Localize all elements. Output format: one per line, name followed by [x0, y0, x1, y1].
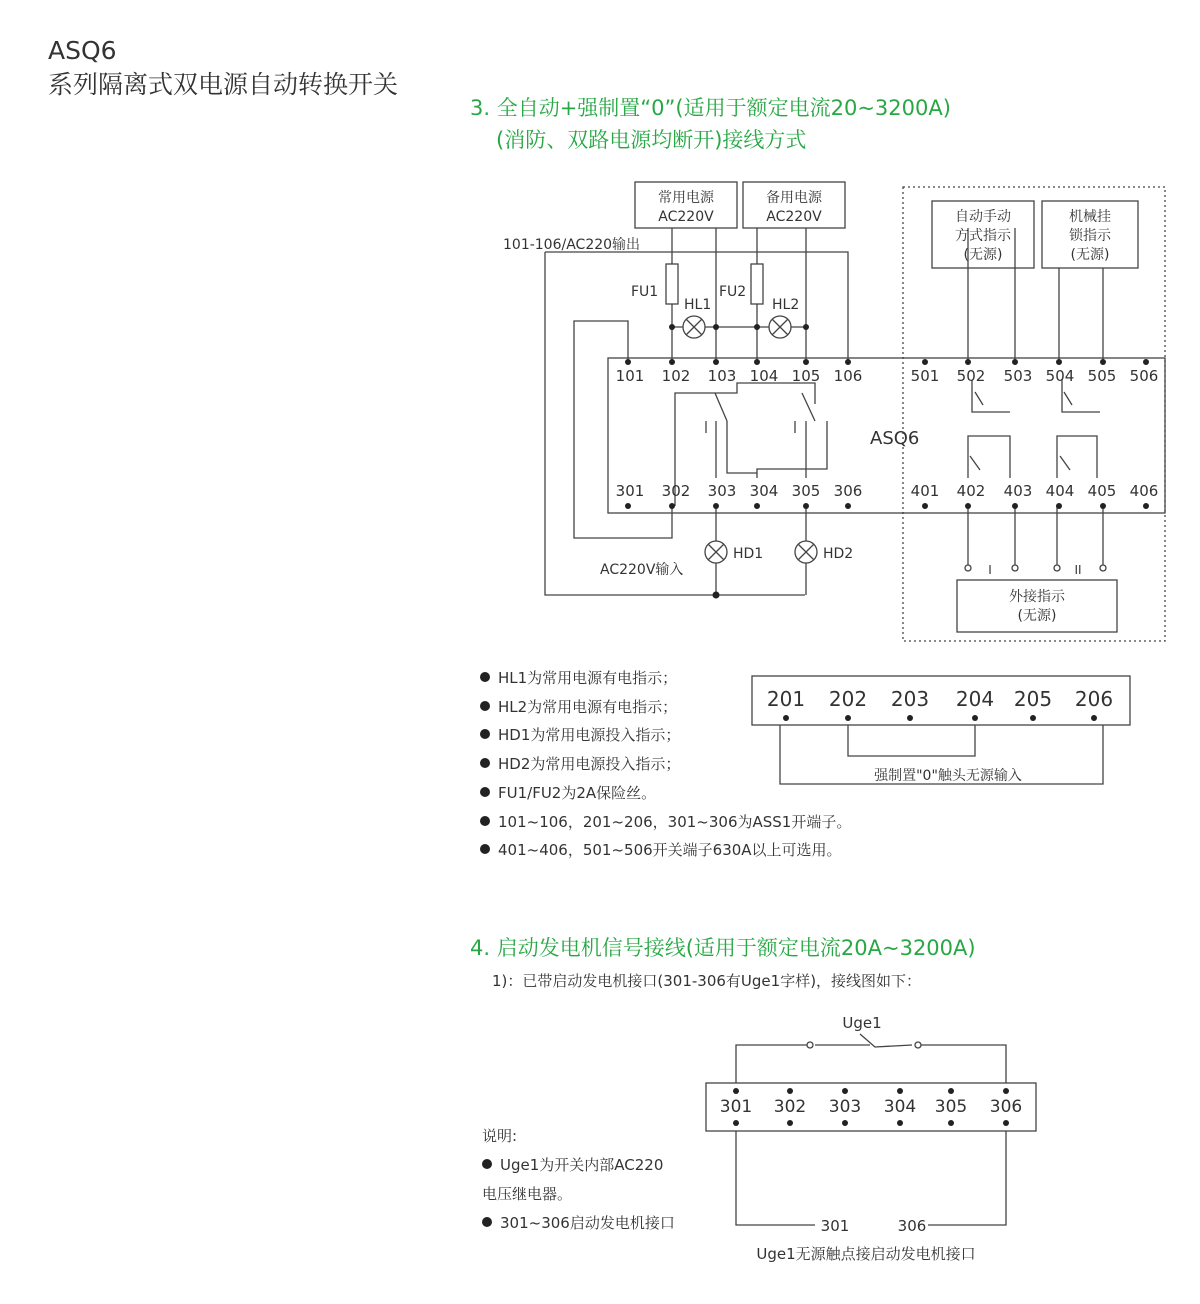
terminal-403: 403	[1003, 482, 1033, 500]
terminal-106: 106	[833, 367, 863, 385]
relay-wire-top	[736, 1045, 1006, 1083]
fu2-fuse	[751, 264, 763, 304]
note-item: 401~406，501~506开关端子630A以上可选用。	[480, 836, 851, 865]
normal-power-label-2: AC220V	[658, 209, 714, 225]
gen-output-301: 301	[820, 1217, 850, 1235]
bullet-icon	[480, 787, 490, 797]
terminal-302: 302	[661, 482, 691, 500]
force-terminal-204: 204	[955, 687, 995, 711]
terminal-402: 402	[956, 482, 986, 500]
explain-item: Uge1为开关内部AC220	[482, 1151, 675, 1180]
section-4-heading: 4. 启动发电机信号接线(适用于额定电流20A~3200A)	[470, 936, 976, 960]
gen-terminal-301: 301	[719, 1097, 753, 1117]
section-4-subtitle: 1)：已带启动发电机接口(301-306有Uge1字样)，接线图如下：	[492, 972, 922, 990]
force-terminal-201: 201	[766, 687, 806, 711]
fu1-fuse	[666, 264, 678, 304]
hl1-label: HL1	[684, 297, 712, 313]
switch-blades	[715, 393, 815, 421]
note-item: HD2为常用电源投入指示；	[480, 750, 851, 779]
force-terminal-205: 205	[1013, 687, 1053, 711]
terminal-504: 504	[1045, 367, 1075, 385]
terminal-102: 102	[661, 367, 691, 385]
relay-label: Uge1	[842, 1014, 882, 1032]
terminal-501: 501	[910, 367, 940, 385]
terminal-305: 305	[791, 482, 821, 500]
output-label: 101-106/AC220输出	[503, 237, 641, 253]
bullet-icon	[482, 1217, 492, 1227]
section-3-heading-line1: 3. 全自动+强制置“0”(适用于额定电流20~3200A)	[470, 96, 951, 120]
auto-manual-label-3: (无源)	[963, 247, 1003, 263]
external-wires	[968, 506, 1103, 568]
gen-terminal-304: 304	[883, 1097, 917, 1117]
gen-terminal-302: 302	[773, 1097, 807, 1117]
external-label-2: (无源)	[1017, 608, 1057, 624]
section-3-heading-line2: (消防、双路电源均断开)接线方式	[496, 128, 807, 152]
terminal-505: 505	[1087, 367, 1117, 385]
loop-wire	[574, 321, 672, 538]
bullet-icon	[480, 672, 490, 682]
ext-mark-2: II	[1074, 563, 1082, 577]
explain-item: 301~306启动发电机接口	[482, 1209, 675, 1238]
fu2-label: FU2	[719, 284, 747, 300]
mech-lock-label-3: (无源)	[1070, 247, 1110, 263]
fu1-label: FU1	[631, 284, 659, 300]
note-item: HL1为常用电源有电指示；	[480, 664, 851, 693]
force-terminal-203: 203	[890, 687, 930, 711]
product-model: ASQ6	[48, 36, 117, 65]
terminal-306: 306	[833, 482, 863, 500]
force-zero-caption: 强制置"0"触头无源输入	[874, 768, 1022, 784]
terminal-406: 406	[1129, 482, 1159, 500]
relay-contact	[815, 1034, 912, 1047]
gen-output-306: 306	[897, 1217, 927, 1235]
terminal-502: 502	[956, 367, 986, 385]
terminal-404: 404	[1045, 482, 1075, 500]
gen-terminal-305: 305	[934, 1097, 968, 1117]
backup-power-label-2: AC220V	[766, 209, 822, 225]
gen-terminal-306: 306	[989, 1097, 1023, 1117]
terminal-101: 101	[615, 367, 645, 385]
hd1-label: HD1	[733, 546, 764, 562]
backup-power-label-1: 备用电源	[766, 190, 822, 206]
normal-power-label-1: 常用电源	[658, 190, 714, 206]
terminal-103: 103	[707, 367, 737, 385]
auto-manual-label-1: 自动手动	[955, 209, 1011, 225]
ext-mark-1: I	[988, 563, 992, 577]
note-item: HD1为常用电源投入指示；	[480, 721, 851, 750]
nc-contacts	[972, 380, 1100, 412]
force-terminal-206: 206	[1074, 687, 1114, 711]
gen-caption: Uge1无源触点接启动发电机接口	[756, 1245, 976, 1263]
hd2-label: HD2	[823, 546, 854, 562]
generator-terminal-block	[706, 1083, 1036, 1131]
product-subtitle: 系列隔离式双电源自动转换开关	[48, 70, 399, 99]
bullet-icon	[480, 729, 490, 739]
terminal-303: 303	[707, 482, 737, 500]
no-contacts	[968, 436, 1097, 478]
note-item: HL2为常用电源有电指示；	[480, 693, 851, 722]
terminal-401: 401	[910, 482, 940, 500]
mech-lock-label-2: 锁指示	[1069, 228, 1111, 244]
bullet-icon	[480, 758, 490, 768]
terminal-105: 105	[791, 367, 821, 385]
generator-output-wires	[736, 1131, 1006, 1225]
mech-lock-label-1: 机械挂	[1069, 209, 1111, 225]
terminal-506: 506	[1129, 367, 1159, 385]
force-terminal-202: 202	[828, 687, 868, 711]
bullet-icon	[480, 844, 490, 854]
terminal-301: 301	[615, 482, 645, 500]
note-item: FU1/FU2为2A保险丝。	[480, 779, 851, 808]
note-item: 101~106，201~206，301~306为ASS1开端子。	[480, 808, 851, 837]
auto-manual-label-2: 方式指示	[955, 228, 1011, 244]
bullet-icon	[480, 816, 490, 826]
notes-list	[480, 664, 851, 865]
gen-terminal-303: 303	[828, 1097, 862, 1117]
explain-title: 说明:	[482, 1127, 518, 1145]
bullet-icon	[480, 701, 490, 711]
terminal-503: 503	[1003, 367, 1033, 385]
terminal-104: 104	[749, 367, 779, 385]
terminal-405: 405	[1087, 482, 1117, 500]
internal-wire-b	[727, 421, 827, 478]
explain-item-continued: 电压继电器。	[482, 1185, 573, 1203]
explain-block	[482, 1122, 675, 1238]
hl2-label: HL2	[772, 297, 800, 313]
terminal-304: 304	[749, 482, 779, 500]
bullet-icon	[482, 1159, 492, 1169]
input-label: AC220V输入	[600, 562, 684, 578]
device-label: ASQ6	[870, 428, 920, 449]
external-label-1: 外接指示	[1009, 589, 1065, 605]
external-indicator-box	[957, 580, 1117, 632]
